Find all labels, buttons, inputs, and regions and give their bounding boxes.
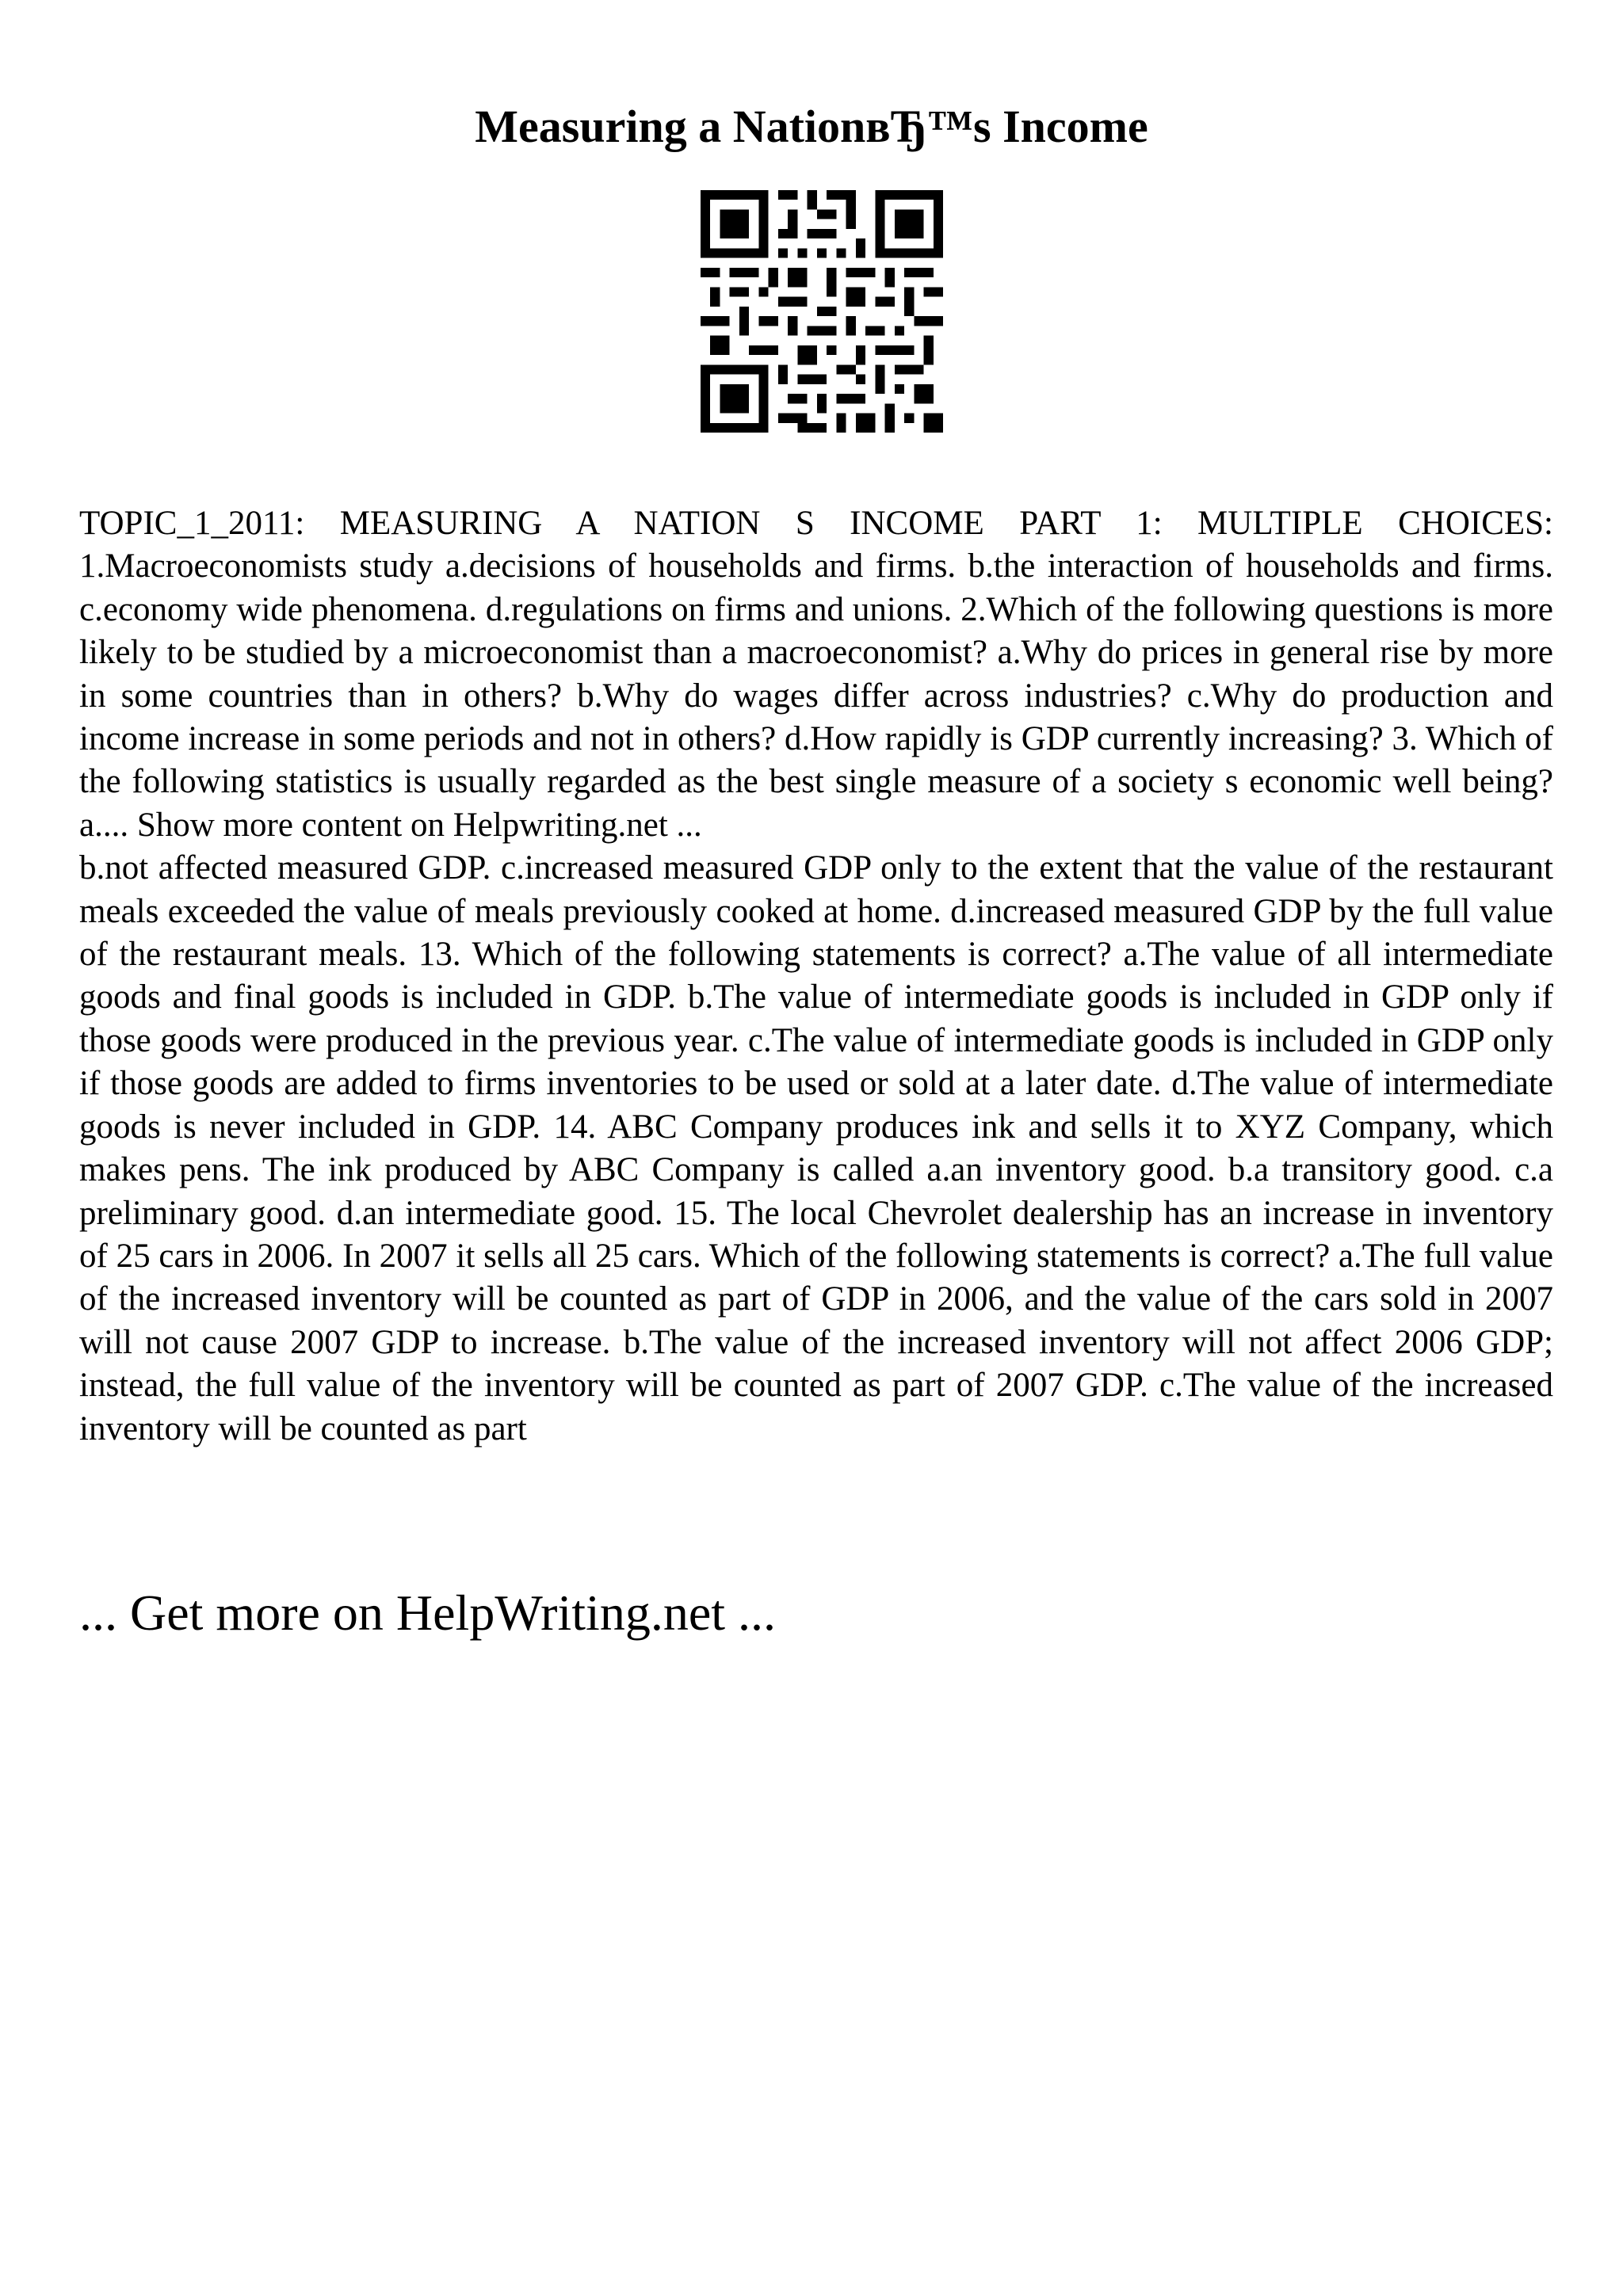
paragraph-2: b.not affected measured GDP. c.increased measured GDP only to the extent that the value of the restaurant meals exceeded the value of meals previously cooked at home. d.increased measured GDP by the full value of the restaurant meals. 13. Which of the following statements is correct? a.The value of all intermediate goods and final goods is included in GDP. b.The value of intermediate goods is included in GDP only if those goods were produced in the previous year. c.The value of intermediate goods is included in GDP only if those goods are added to firms inventories to be used or sold at a later date. d.The value of intermediate goods is never included in GDP. 14. ABC Company produces ink and sells it to XYZ Company, which makes pens. The ink produced by ABC Company is called a.an inventory good. b.a transitory good. c.a preliminary good. d.an intermediate good. 15. The local Chevrolet dealership has an increase in inventory of 25 cars in 2006. In 2007 it sells all 25 cars. Which of the following statements is correct? a.The full value of the increased inventory will be counted as part of GDP in 2006, and the value of the cars sold in 2007 will not cause 2007 GDP to increase. b.The value of the increased inventory will not affect 2006 GDP; instead, the full value of the inventory will be counted as part of 2007 GDP. c.The value of the increased inventory will be counted as part [79, 849, 1553, 1447]
qr-code-icon [701, 190, 943, 433]
page-title: Measuring a NationвЂ™s Income [475, 101, 1148, 152]
paragraph-1: TOPIC_1_2011: MEASURING A NATION S INCOME PART 1: MULTIPLE CHOICES: 1.Macroeconomists study a.decisions of households and firms. b.the interaction of households and firms. c.economy wide phenomena. d.regulations on firms and unions. 2.Which of the following questions is more likely to be studied by a microeconomist than a macroeconomist? a.Why do prices in general rise by more in some countries than in others? b.Why do wages differ across industries? c.Why do production and income increase in some periods and not in others? d.How rapidly is GDP currently increasing? 3. Which of the following statistics is usually regarded as the best single measure of a society s economic well being? a.... Show more content on Helpwriting.net ... [79, 505, 1553, 844]
article-body [79, 502, 1553, 1451]
get-more-link[interactable]: ... Get more on HelpWriting.net ... [79, 1585, 776, 1641]
